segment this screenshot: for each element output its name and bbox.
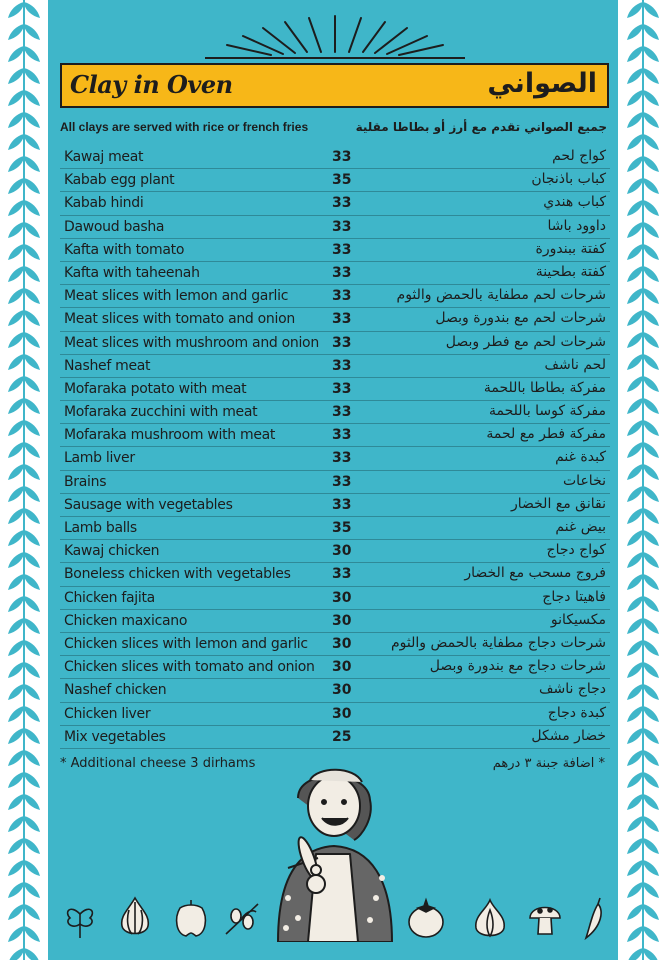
menu-item-price: 33	[332, 264, 352, 281]
menu-item-row	[60, 378, 610, 401]
menu-item-row	[60, 285, 610, 308]
menu-item-name-ar: داوود باشا	[547, 217, 606, 234]
menu-item-name-en: Mofaraka potato with meat	[64, 380, 247, 397]
menu-item-price: 33	[332, 473, 352, 490]
menu-item-row	[60, 401, 610, 424]
menu-item-price: 33	[332, 288, 352, 305]
subtitle-en: All clays are served with rice or french fries	[60, 120, 309, 134]
menu-item-name-en: Boneless chicken with vegetables	[64, 566, 291, 583]
menu-item-price: 33	[332, 149, 352, 165]
menu-item-row	[60, 332, 610, 355]
menu-item-row	[60, 146, 610, 169]
menu-item-name-en: Chicken maxicano	[64, 612, 188, 629]
menu-item-name-ar: شرحات لحم مع فطر وبصل	[445, 333, 606, 350]
menu-item-name-en: Chicken slices with tomato and onion	[64, 659, 315, 676]
menu-item-name-ar: نخاعات	[563, 472, 606, 489]
menu-item-name-en: Chicken fajita	[64, 589, 155, 606]
menu-item-row	[60, 262, 610, 285]
menu-item-name-en: Kafta with taheenah	[64, 264, 200, 281]
menu-item-name-ar: كواج دجاج	[546, 542, 606, 559]
menu-item-name-ar: شرحات لحم مطفاية بالحمض والثوم	[396, 287, 606, 304]
menu-item-price: 33	[332, 334, 352, 351]
menu-item-price: 33	[332, 380, 352, 397]
menu-item-name-ar: مفركة بطاطا باللحمة	[483, 379, 606, 396]
menu-item-name-ar: كبدة دجاج	[547, 704, 606, 721]
menu-item-row	[60, 169, 610, 192]
menu-item-price: 30	[332, 682, 352, 699]
mushroom-icon	[528, 898, 562, 938]
menu-item-name-en: Sausage with vegetables	[64, 496, 233, 513]
menu-item-price: 33	[332, 357, 352, 374]
menu-item-price: 35	[332, 520, 352, 536]
menu-item-name-ar: دجاج ناشف	[538, 681, 606, 698]
leaf-border-icon	[4, 0, 44, 960]
menu-item-name-en: Chicken liver	[64, 705, 151, 722]
menu-item-name-ar: خضار مشكل	[531, 727, 606, 744]
menu-item-price: 33	[332, 218, 352, 235]
menu-item-row	[60, 216, 610, 239]
menu-item-name-en: Mofaraka zucchini with meat	[64, 404, 258, 421]
menu-item-price: 33	[332, 566, 352, 583]
menu-item-row	[60, 679, 610, 702]
leaf-border-icon	[623, 0, 663, 960]
onion-icon	[118, 894, 152, 940]
menu-item-price: 33	[332, 427, 352, 444]
footnote-en: * Additional cheese 3 dirhams	[60, 756, 256, 771]
menu-item-row	[60, 703, 610, 726]
menu-item-name-en: Kafta with tomato	[64, 241, 185, 258]
chili-icon	[580, 896, 608, 940]
menu-item-name-ar: كباب باذنجان	[531, 171, 606, 188]
menu-item-name-ar: مكسيكانو	[550, 611, 606, 628]
menu-item-row	[60, 517, 610, 540]
menu-item-row	[60, 471, 610, 494]
menu-item-row	[60, 239, 610, 262]
menu-item-name-ar: لحم ناشف	[544, 356, 606, 373]
menu-item-row	[60, 494, 610, 517]
menu-item-name-ar: كفتة بطحينة	[535, 263, 606, 280]
menu-item-name-ar: كبدة غنم	[555, 449, 606, 466]
menu-item-row	[60, 726, 610, 749]
menu-item-price: 30	[332, 612, 352, 629]
menu-item-name-en: Kawaj chicken	[64, 543, 160, 560]
tomato-icon	[406, 896, 446, 940]
chef-illustration	[258, 758, 408, 942]
menu-item-name-en: Lamb balls	[64, 520, 137, 536]
menu-item-name-ar: شرحات لحم مع بندورة وبصل	[435, 310, 606, 327]
menu-item-name-ar: نقانق مع الخضار	[510, 495, 606, 512]
sunburst-icon	[205, 12, 465, 62]
parsley-icon	[60, 896, 100, 940]
menu-item-name-en: Lamb liver	[64, 450, 135, 467]
menu-item-name-ar: شرحات دجاج مع بندورة وبصل	[429, 658, 606, 675]
menu-item-name-ar: كفتة ببندورة	[535, 240, 606, 257]
menu-item-row	[60, 563, 610, 586]
menu-item-price: 33	[332, 241, 352, 258]
menu-item-name-ar: فاهيتا دجاج	[542, 588, 606, 605]
menu-item-row	[60, 633, 610, 656]
section-title-en: Clay in Oven	[70, 70, 233, 99]
menu-item-name-ar: فروج مسحب مع الخضار	[464, 565, 606, 582]
garlic-icon	[470, 896, 510, 940]
menu-item-price: 30	[332, 635, 352, 652]
menu-item-price: 30	[332, 543, 352, 560]
menu-item-row	[60, 424, 610, 447]
menu-item-price: 35	[332, 172, 352, 189]
menu-item-name-en: Nashef meat	[64, 357, 151, 374]
menu-item-name-en: Nashef chicken	[64, 682, 167, 699]
menu-item-row	[60, 610, 610, 633]
menu-item-name-ar: بيض غنم	[555, 519, 606, 535]
menu-item-price: 33	[332, 496, 352, 513]
subtitle-ar: جميع الصواني تقدم مع أرز أو بطاطا مقلية	[355, 120, 607, 134]
menu-item-name-en: Dawoud basha	[64, 218, 165, 235]
section-title-ar: الصواني	[487, 68, 597, 99]
menu-item-price: 33	[332, 450, 352, 467]
menu-item-name-en: Kabab hindi	[64, 195, 144, 212]
footnote-ar: * اضافة جبنة ٣ درهم	[492, 756, 605, 771]
olive-branch-icon	[222, 898, 262, 938]
menu-item-price: 30	[332, 589, 352, 606]
left-leaf-border	[4, 0, 44, 960]
menu-item-name-en: Mofaraka mushroom with meat	[64, 427, 276, 444]
right-leaf-border	[623, 0, 663, 960]
pepper-icon	[172, 894, 210, 938]
menu-item-name-ar: مفركة كوسا باللحمة	[489, 403, 606, 420]
menu-item-name-en: Brains	[64, 473, 107, 490]
menu-item-row	[60, 192, 610, 215]
menu-item-name-ar: مفركة فطر مع لحمة	[486, 426, 606, 443]
menu-item-row	[60, 587, 610, 610]
menu-item-price: 30	[332, 705, 352, 722]
menu-item-name-en: Meat slices with mushroom and onion	[64, 334, 319, 351]
menu-item-name-ar: كباب هندي	[543, 194, 606, 211]
menu-item-price: 33	[332, 404, 352, 421]
menu-item-name-en: Kabab egg plant	[64, 172, 175, 189]
menu-item-price: 33	[332, 195, 352, 212]
menu-item-row	[60, 540, 610, 563]
menu-item-row	[60, 447, 610, 470]
menu-item-name-en: Meat slices with tomato and onion	[64, 311, 295, 328]
menu-list	[60, 146, 610, 749]
menu-item-name-en: Mix vegetables	[64, 728, 166, 745]
menu-item-name-en: Chicken slices with lemon and garlic	[64, 635, 308, 652]
menu-item-row	[60, 656, 610, 679]
menu-item-price: 33	[332, 311, 352, 328]
menu-item-row	[60, 308, 610, 331]
menu-item-name-ar: شرحات دجاج مطفاية بالحمض والثوم	[390, 634, 606, 651]
menu-item-name-en: Meat slices with lemon and garlic	[64, 288, 289, 305]
menu-item-name-en: Kawaj meat	[64, 149, 144, 165]
menu-item-row	[60, 355, 610, 378]
section-banner	[60, 63, 609, 108]
menu-item-price: 30	[332, 659, 352, 676]
menu-item-price: 25	[332, 728, 352, 745]
menu-item-name-ar: كواج لحم	[552, 148, 606, 164]
